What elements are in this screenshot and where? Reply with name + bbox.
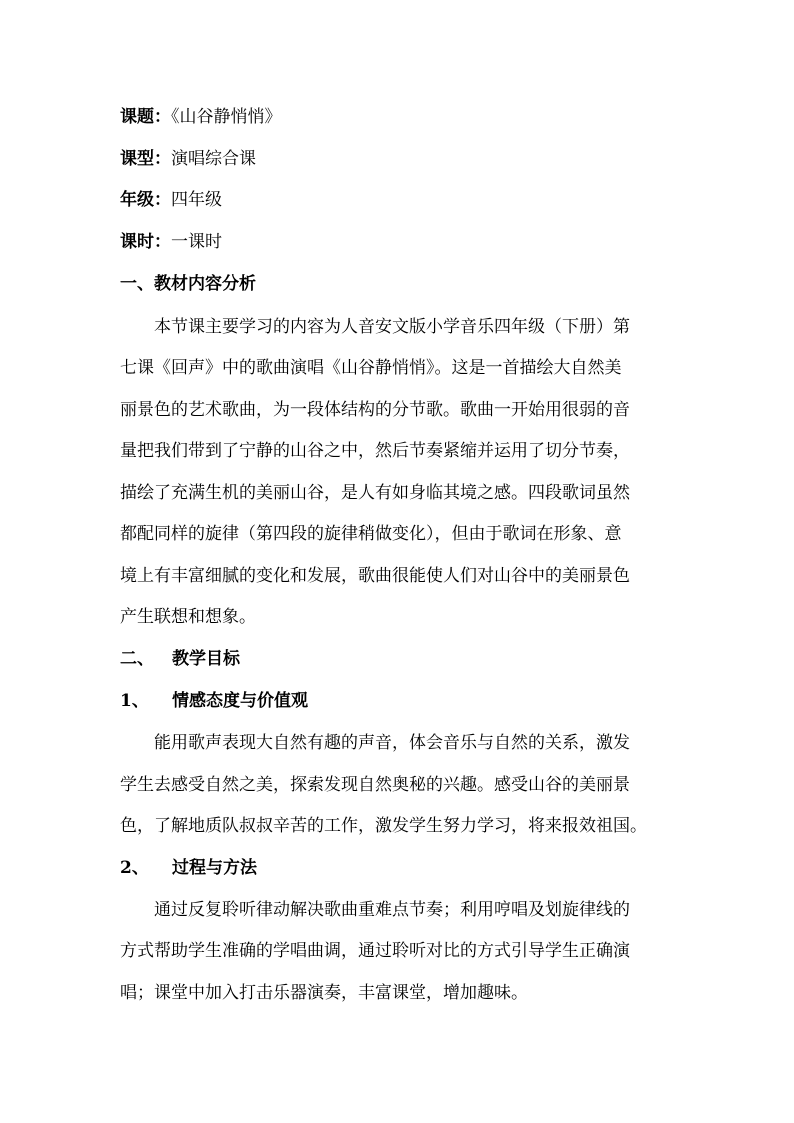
class-hours-value: 一课时 bbox=[171, 232, 222, 252]
lesson-title-value: 《山谷静悄悄》 bbox=[171, 107, 282, 127]
paragraph-line: 方式帮助学生准确的学唱曲调，通过聆听对比的方式引导学生正确演 bbox=[120, 941, 630, 961]
section-number: 二、 bbox=[120, 649, 154, 669]
subsection-heading-text: 过程与方法 bbox=[172, 858, 257, 878]
paragraph-line: 量把我们带到了宁静的山谷之中，然后节奏紧缩并运用了切分节奏， bbox=[120, 441, 630, 461]
paragraph-line: 唱；课堂中加入打击乐器演奏，丰富课堂，增加趣味。 bbox=[120, 983, 528, 1003]
section-heading-content-analysis: 一、教材内容分析 bbox=[120, 274, 256, 294]
subsection-heading-text: 情感态度与价值观 bbox=[172, 691, 308, 711]
lesson-type-label: 课型： bbox=[120, 149, 171, 169]
paragraph-line: 通过反复聆听律动解决歌曲重难点节奏；利用哼唱及划旋律线的 bbox=[154, 900, 630, 920]
grade-value: 四年级 bbox=[171, 190, 222, 210]
section-heading-teaching-goals bbox=[120, 649, 240, 669]
paragraph-line: 色，了解地质队叔叔辛苦的工作，激发学生努力学习，将来报效祖国。 bbox=[120, 816, 647, 836]
paragraph-line: 都配同样的旋律（第四段的旋律稍做变化），但由于歌词在形象、意 bbox=[120, 524, 622, 544]
subsection-number: 2、 bbox=[120, 858, 149, 878]
lesson-type-value: 演唱综合课 bbox=[171, 149, 256, 169]
grade-label: 年级： bbox=[120, 190, 171, 210]
paragraph-line: 境上有丰富细腻的变化和发展，歌曲很能使人们对山谷中的美丽景色 bbox=[120, 566, 630, 586]
lesson-title-label: 课题： bbox=[120, 107, 171, 127]
paragraph-line: 产生联想和想象。 bbox=[120, 607, 256, 627]
paragraph-line: 描绘了充满生机的美丽山谷，是人有如身临其境之感。四段歌词虽然 bbox=[120, 483, 630, 503]
paragraph-line: 七课《回声》中的歌曲演唱《山谷静悄悄》。这是一首描绘大自然美 bbox=[120, 358, 622, 378]
grade-line bbox=[120, 190, 222, 210]
subsection-number: 1、 bbox=[120, 691, 149, 711]
paragraph-line: 能用歌声表现大自然有趣的声音，体会音乐与自然的关系，激发 bbox=[154, 733, 630, 753]
class-hours-line bbox=[120, 232, 222, 252]
lesson-title-line bbox=[120, 107, 282, 127]
subsection-heading-emotion bbox=[120, 691, 308, 711]
section-heading-text: 教学目标 bbox=[172, 649, 240, 669]
subsection-heading-process bbox=[120, 858, 257, 878]
paragraph-line: 学生去感受自然之美，探索发现自然奥秘的兴趣。感受山谷的美丽景 bbox=[120, 775, 630, 795]
paragraph-line: 丽景色的艺术歌曲，为一段体结构的分节歌。歌曲一开始用很弱的音 bbox=[120, 400, 630, 420]
class-hours-label: 课时： bbox=[120, 232, 171, 252]
paragraph-line: 本节课主要学习的内容为人音安文版小学音乐四年级（下册）第 bbox=[154, 317, 630, 337]
lesson-type-line bbox=[120, 149, 256, 169]
